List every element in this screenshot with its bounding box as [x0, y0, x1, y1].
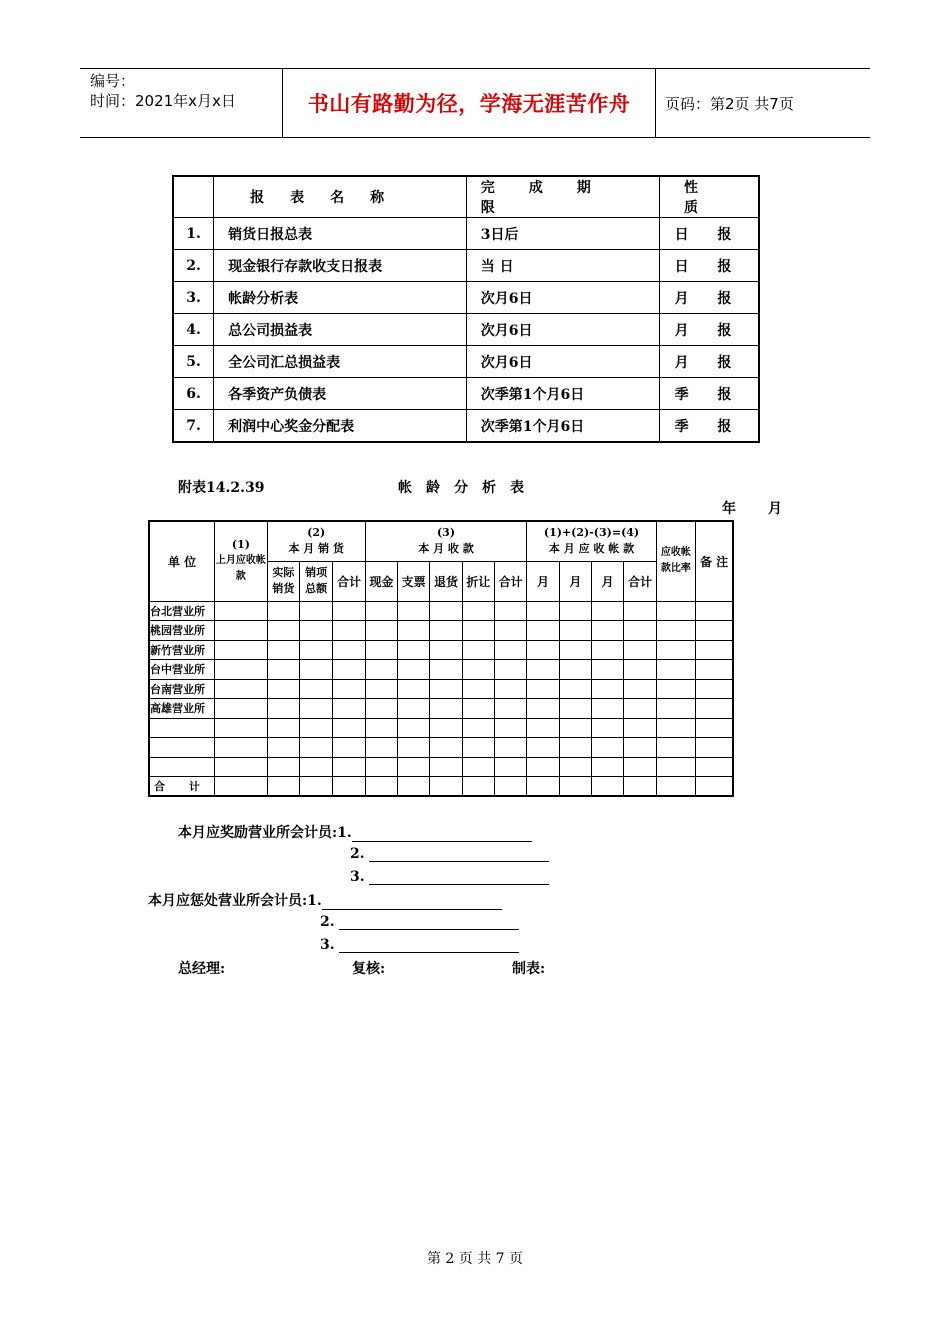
value-cell [656, 699, 695, 719]
value-cell [559, 679, 591, 699]
aging-header-row-1 [149, 521, 733, 561]
value-cell [495, 621, 527, 641]
value-cell [365, 757, 397, 777]
value-cell [365, 718, 397, 738]
value-cell [398, 718, 430, 738]
reward-line-2: 2. [350, 846, 549, 862]
value-cell [656, 679, 695, 699]
sub-header-receipt-total: 合计 [495, 561, 527, 601]
nature-cell: 月 报 [660, 314, 760, 346]
table-row [173, 282, 759, 314]
value-cell [696, 757, 733, 777]
sub-header-sales-total: 合计 [333, 561, 365, 601]
value-cell [215, 777, 268, 797]
value-cell [430, 601, 462, 621]
row-number: 7. [173, 410, 214, 443]
table-row [149, 679, 733, 699]
value-cell [696, 738, 733, 758]
row-number: 6. [173, 378, 214, 410]
table-row [173, 410, 759, 443]
value-cell [398, 738, 430, 758]
value-cell [592, 660, 624, 680]
sub-header-output-total: 销项总额 [300, 561, 333, 601]
value-cell [624, 738, 656, 758]
table-row [149, 757, 733, 777]
header-page-number: 页码：第2页 共7页 [665, 95, 794, 113]
value-cell [333, 679, 365, 699]
nature-cell: 月 报 [660, 282, 760, 314]
value-cell [462, 757, 494, 777]
value-cell [267, 660, 299, 680]
value-cell [495, 660, 527, 680]
value-cell [495, 640, 527, 660]
value-cell [215, 601, 268, 621]
value-cell [656, 777, 695, 797]
nature-cell: 季 报 [660, 410, 760, 443]
value-cell [624, 699, 656, 719]
header-nature: 性质 [660, 176, 760, 218]
value-cell [300, 757, 333, 777]
unit-cell [149, 757, 215, 777]
deadline-cell: 次月6日 [466, 346, 659, 378]
value-cell [267, 699, 299, 719]
value-cell [656, 660, 695, 680]
col4-header: (1)+(2)-(3)=(4) 本 月 应 收 帐 款 [527, 521, 656, 561]
value-cell [365, 699, 397, 719]
value-cell [559, 640, 591, 660]
year-label: 年 [722, 501, 736, 517]
value-cell [365, 679, 397, 699]
value-cell [215, 660, 268, 680]
aging-table-title: 帐龄分析表 [398, 480, 538, 496]
table-row [149, 738, 733, 758]
value-cell [527, 660, 559, 680]
value-cell [495, 757, 527, 777]
value-cell [333, 640, 365, 660]
value-cell [592, 601, 624, 621]
time-label: 时间：2021年x月x日 [90, 92, 236, 110]
value-cell [462, 738, 494, 758]
ratio-header: 应收帐款比率 [656, 521, 695, 601]
header-report-name: 报表名称 [214, 176, 467, 218]
table-row [149, 621, 733, 641]
unit-cell: 桃园营业所 [149, 621, 215, 641]
value-cell [462, 718, 494, 738]
appendix-ref: 附表14.2.39 [178, 480, 265, 496]
value-cell [592, 640, 624, 660]
deadline-cell: 3日后 [466, 218, 659, 250]
value-cell [592, 699, 624, 719]
value-cell [624, 757, 656, 777]
value-cell [624, 621, 656, 641]
report-name-cell: 帐龄分析表 [214, 282, 467, 314]
sub-header-month-c: 月 [592, 561, 624, 601]
header-meta [80, 69, 282, 137]
value-cell [215, 621, 268, 641]
reward-line-1: 本月应奖励营业所会计员:1. [178, 822, 532, 842]
value-cell [365, 640, 397, 660]
value-cell [300, 679, 333, 699]
value-cell [365, 601, 397, 621]
value-cell [215, 718, 268, 738]
deadline-cell: 当 日 [466, 250, 659, 282]
value-cell [365, 660, 397, 680]
value-cell [559, 601, 591, 621]
value-cell [398, 601, 430, 621]
value-cell [462, 777, 494, 797]
penalty-line-3: 3. [320, 937, 519, 953]
value-cell [462, 601, 494, 621]
value-cell [495, 679, 527, 699]
value-cell [624, 679, 656, 699]
value-cell [430, 777, 462, 797]
value-cell [696, 718, 733, 738]
value-cell [495, 777, 527, 797]
deadline-cell: 次季第1个月6日 [466, 410, 659, 443]
value-cell [430, 718, 462, 738]
value-cell [559, 777, 591, 797]
sub-header-cash: 现金 [365, 561, 397, 601]
value-cell [398, 640, 430, 660]
sub-header-month-b: 月 [559, 561, 591, 601]
value-cell [267, 777, 299, 797]
value-cell [267, 718, 299, 738]
value-cell [462, 699, 494, 719]
sub-header-month-a: 月 [527, 561, 559, 601]
table-row [173, 346, 759, 378]
value-cell [430, 699, 462, 719]
value-cell [527, 777, 559, 797]
unit-cell: 高雄营业所 [149, 699, 215, 719]
value-cell [462, 660, 494, 680]
value-cell [398, 621, 430, 641]
value-cell [300, 738, 333, 758]
aging-table [148, 520, 734, 797]
table-row [149, 601, 733, 621]
value-cell [430, 640, 462, 660]
value-cell [495, 738, 527, 758]
value-cell [267, 738, 299, 758]
sub-header-actual-sales: 实际销货 [267, 561, 299, 601]
value-cell [300, 718, 333, 738]
unit-cell: 台南营业所 [149, 679, 215, 699]
value-cell [398, 757, 430, 777]
value-cell [365, 777, 397, 797]
value-cell [462, 621, 494, 641]
value-cell [462, 679, 494, 699]
value-cell [656, 738, 695, 758]
table-row [173, 250, 759, 282]
table-row [149, 718, 733, 738]
value-cell [430, 757, 462, 777]
value-cell [696, 601, 733, 621]
value-cell [527, 679, 559, 699]
value-cell [300, 699, 333, 719]
value-cell [495, 718, 527, 738]
deadline-cell: 次季第1个月6日 [466, 378, 659, 410]
value-cell [696, 777, 733, 797]
value-cell [215, 699, 268, 719]
remark-header: 备 注 [696, 521, 733, 601]
value-cell [527, 757, 559, 777]
value-cell [592, 679, 624, 699]
row-number: 4. [173, 314, 214, 346]
page-footer: 第 2 页 共 7 页 [426, 1251, 524, 1267]
table-row [173, 218, 759, 250]
value-cell [559, 718, 591, 738]
value-cell [333, 757, 365, 777]
col2-header: (2) 本 月 销 货 [267, 521, 365, 561]
value-cell [592, 777, 624, 797]
value-cell [559, 738, 591, 758]
value-cell [559, 757, 591, 777]
header-motto: 书山有路勤为径，学海无涯苦作舟 [307, 91, 631, 116]
value-cell [656, 601, 695, 621]
value-cell [365, 738, 397, 758]
value-cell [267, 601, 299, 621]
header-deadline: 完成期限 [466, 176, 659, 218]
value-cell [333, 738, 365, 758]
value-cell [656, 757, 695, 777]
report-name-cell: 利润中心奖金分配表 [214, 410, 467, 443]
penalty-line-2: 2. [320, 914, 519, 930]
value-cell [495, 601, 527, 621]
col1-header: (1) 上月应收帐款 [215, 521, 268, 601]
report-list-table [172, 175, 760, 443]
value-cell [267, 640, 299, 660]
maker-label: 制表: [512, 961, 546, 977]
value-cell [300, 621, 333, 641]
value-cell [527, 601, 559, 621]
value-cell [624, 640, 656, 660]
value-cell [300, 660, 333, 680]
value-cell [592, 718, 624, 738]
value-cell [300, 640, 333, 660]
value-cell [215, 679, 268, 699]
header-cell-blank [173, 176, 214, 218]
value-cell [267, 679, 299, 699]
value-cell [624, 660, 656, 680]
value-cell [300, 601, 333, 621]
unit-cell: 台北营业所 [149, 601, 215, 621]
value-cell [656, 718, 695, 738]
table-row [149, 640, 733, 660]
value-cell [656, 640, 695, 660]
penalty-line-1: 本月应惩处营业所会计员:1. [148, 890, 502, 910]
value-cell [333, 621, 365, 641]
value-cell [430, 738, 462, 758]
report-name-cell: 总公司损益表 [214, 314, 467, 346]
value-cell [215, 757, 268, 777]
total-label: 合 计 [149, 777, 215, 797]
value-cell [696, 660, 733, 680]
value-cell [656, 621, 695, 641]
value-cell [267, 757, 299, 777]
nature-cell: 季 报 [660, 378, 760, 410]
row-number: 1. [173, 218, 214, 250]
value-cell [430, 679, 462, 699]
serial-label: 编号： [90, 72, 136, 90]
report-name-cell: 现金银行存款收支日报表 [214, 250, 467, 282]
value-cell [267, 621, 299, 641]
value-cell [398, 699, 430, 719]
value-cell [696, 621, 733, 641]
value-cell [696, 699, 733, 719]
general-manager-label: 总经理: [178, 961, 226, 977]
value-cell [333, 601, 365, 621]
value-cell [495, 699, 527, 719]
value-cell [398, 777, 430, 797]
value-cell [215, 640, 268, 660]
page-header [80, 68, 870, 138]
report-name-cell: 全公司汇总损益表 [214, 346, 467, 378]
value-cell [527, 640, 559, 660]
value-cell [333, 718, 365, 738]
unit-cell: 台中营业所 [149, 660, 215, 680]
sub-header-receivable-total: 合计 [624, 561, 656, 601]
unit-cell: 新竹营业所 [149, 640, 215, 660]
value-cell [624, 601, 656, 621]
value-cell [430, 660, 462, 680]
deadline-cell: 次月6日 [466, 314, 659, 346]
review-label: 复核: [352, 961, 386, 977]
value-cell [462, 640, 494, 660]
table-row [149, 660, 733, 680]
col3-header: (3) 本 月 收 款 [365, 521, 527, 561]
unit-header: 单 位 [149, 521, 215, 601]
table-header-row [173, 176, 759, 218]
value-cell [592, 757, 624, 777]
total-row [149, 777, 733, 797]
value-cell [624, 718, 656, 738]
nature-cell: 日 报 [660, 218, 760, 250]
value-cell [333, 777, 365, 797]
sub-header-discount: 折让 [462, 561, 494, 601]
value-cell [559, 621, 591, 641]
table-row [173, 378, 759, 410]
table-row [149, 699, 733, 719]
value-cell [527, 621, 559, 641]
table-row [173, 314, 759, 346]
row-number: 5. [173, 346, 214, 378]
report-name-cell: 销货日报总表 [214, 218, 467, 250]
nature-cell: 日 报 [660, 250, 760, 282]
sub-header-returns: 退货 [430, 561, 462, 601]
value-cell [398, 660, 430, 680]
row-number: 2. [173, 250, 214, 282]
value-cell [333, 660, 365, 680]
value-cell [592, 738, 624, 758]
month-label: 月 [768, 501, 782, 517]
value-cell [696, 679, 733, 699]
value-cell [624, 777, 656, 797]
value-cell [527, 718, 559, 738]
reward-line-3: 3. [350, 869, 549, 885]
value-cell [559, 660, 591, 680]
deadline-cell: 次月6日 [466, 282, 659, 314]
nature-cell: 月 报 [660, 346, 760, 378]
value-cell [333, 699, 365, 719]
row-number: 3. [173, 282, 214, 314]
unit-cell [149, 738, 215, 758]
value-cell [300, 777, 333, 797]
value-cell [527, 699, 559, 719]
value-cell [696, 640, 733, 660]
value-cell [592, 621, 624, 641]
value-cell [398, 679, 430, 699]
value-cell [430, 621, 462, 641]
value-cell [215, 738, 268, 758]
report-name-cell: 各季资产负债表 [214, 378, 467, 410]
header-divider [655, 69, 656, 137]
value-cell [559, 699, 591, 719]
value-cell [527, 738, 559, 758]
value-cell [365, 621, 397, 641]
sub-header-check: 支票 [398, 561, 430, 601]
unit-cell [149, 718, 215, 738]
